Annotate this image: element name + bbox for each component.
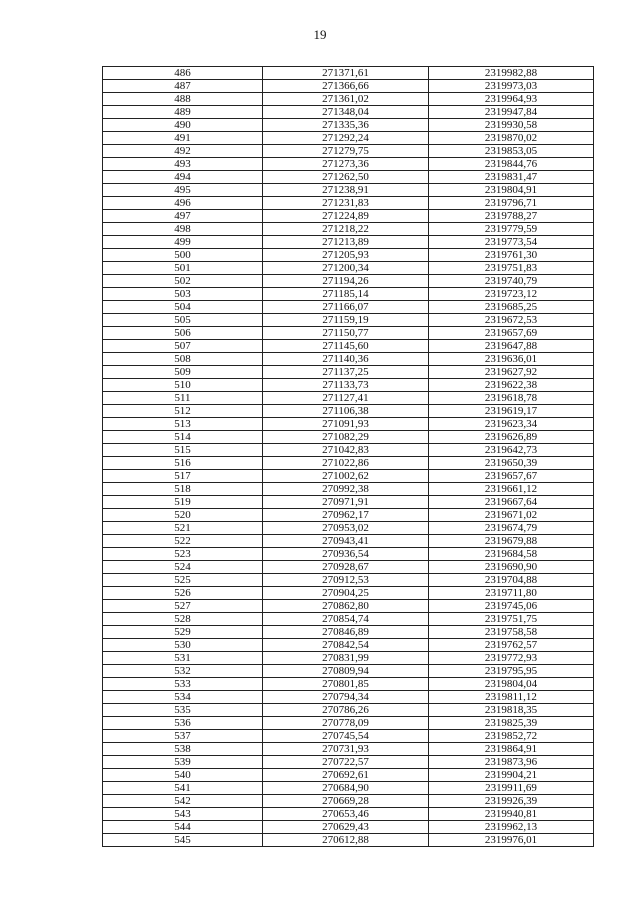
- point-number-cell: 542: [103, 795, 263, 808]
- y-coordinate-cell: 2319940,81: [429, 808, 594, 821]
- point-number-cell: 536: [103, 717, 263, 730]
- point-number-cell: 535: [103, 704, 263, 717]
- y-coordinate-cell: 2319796,71: [429, 197, 594, 210]
- x-coordinate-cell: 270854,74: [263, 613, 429, 626]
- point-number-cell: 493: [103, 158, 263, 171]
- y-coordinate-cell: 2319657,69: [429, 327, 594, 340]
- x-coordinate-cell: 271145,60: [263, 340, 429, 353]
- y-coordinate-cell: 2319973,03: [429, 80, 594, 93]
- x-coordinate-cell: 271238,91: [263, 184, 429, 197]
- y-coordinate-cell: 2319650,39: [429, 457, 594, 470]
- point-number-cell: 521: [103, 522, 263, 535]
- x-coordinate-cell: 271194,26: [263, 275, 429, 288]
- table-row: [103, 821, 594, 834]
- page-number: 19: [313, 27, 327, 42]
- y-coordinate-cell: 2319745,06: [429, 600, 594, 613]
- point-number-cell: 486: [103, 67, 263, 80]
- table-row: [103, 509, 594, 522]
- x-coordinate-cell: 270842,54: [263, 639, 429, 652]
- x-coordinate-cell: 270831,99: [263, 652, 429, 665]
- point-number-cell: 489: [103, 106, 263, 119]
- table-row: [103, 652, 594, 665]
- y-coordinate-cell: 2319926,39: [429, 795, 594, 808]
- y-coordinate-cell: 2319704,88: [429, 574, 594, 587]
- point-number-cell: 520: [103, 509, 263, 522]
- point-number-cell: 538: [103, 743, 263, 756]
- point-number-cell: 515: [103, 444, 263, 457]
- x-coordinate-cell: 271262,50: [263, 171, 429, 184]
- y-coordinate-cell: 2319772,93: [429, 652, 594, 665]
- point-number-cell: 512: [103, 405, 263, 418]
- table-row: [103, 678, 594, 691]
- point-number-cell: 517: [103, 470, 263, 483]
- table-row: [103, 236, 594, 249]
- y-coordinate-cell: 2319636,01: [429, 353, 594, 366]
- y-coordinate-cell: 2319685,25: [429, 301, 594, 314]
- table-row: [103, 392, 594, 405]
- point-number-cell: 488: [103, 93, 263, 106]
- x-coordinate-cell: 270669,28: [263, 795, 429, 808]
- table-row: [103, 275, 594, 288]
- y-coordinate-cell: 2319657,67: [429, 470, 594, 483]
- x-coordinate-cell: 270846,89: [263, 626, 429, 639]
- y-coordinate-cell: 2319723,12: [429, 288, 594, 301]
- y-coordinate-cell: 2319962,13: [429, 821, 594, 834]
- point-number-cell: 504: [103, 301, 263, 314]
- y-coordinate-cell: 2319647,88: [429, 340, 594, 353]
- coordinates-table: [102, 66, 594, 847]
- table-row: [103, 626, 594, 639]
- point-number-cell: 503: [103, 288, 263, 301]
- table-row: [103, 535, 594, 548]
- table-row: [103, 470, 594, 483]
- table-row: [103, 301, 594, 314]
- y-coordinate-cell: 2319690,90: [429, 561, 594, 574]
- point-number-cell: 522: [103, 535, 263, 548]
- table-row: [103, 314, 594, 327]
- x-coordinate-cell: 271279,75: [263, 145, 429, 158]
- table-row: [103, 197, 594, 210]
- x-coordinate-cell: 271133,73: [263, 379, 429, 392]
- point-number-cell: 506: [103, 327, 263, 340]
- x-coordinate-cell: 271042,83: [263, 444, 429, 457]
- table-row: [103, 782, 594, 795]
- table-row: [103, 262, 594, 275]
- y-coordinate-cell: 2319671,02: [429, 509, 594, 522]
- table-row: [103, 457, 594, 470]
- coordinates-table-body: [103, 67, 594, 847]
- x-coordinate-cell: 271292,24: [263, 132, 429, 145]
- point-number-cell: 534: [103, 691, 263, 704]
- x-coordinate-cell: 270801,85: [263, 678, 429, 691]
- point-number-cell: 540: [103, 769, 263, 782]
- table-row: [103, 158, 594, 171]
- y-coordinate-cell: 2319964,93: [429, 93, 594, 106]
- table-row: [103, 717, 594, 730]
- y-coordinate-cell: 2319811,12: [429, 691, 594, 704]
- point-number-cell: 496: [103, 197, 263, 210]
- y-coordinate-cell: 2319831,47: [429, 171, 594, 184]
- table-row: [103, 730, 594, 743]
- y-coordinate-cell: 2319672,53: [429, 314, 594, 327]
- y-coordinate-cell: 2319982,88: [429, 67, 594, 80]
- point-number-cell: 516: [103, 457, 263, 470]
- table-row: [103, 665, 594, 678]
- table-row: [103, 288, 594, 301]
- y-coordinate-cell: 2319667,64: [429, 496, 594, 509]
- x-coordinate-cell: 271002,62: [263, 470, 429, 483]
- table-row: [103, 67, 594, 80]
- table-row: [103, 93, 594, 106]
- table-row: [103, 756, 594, 769]
- x-coordinate-cell: 270936,54: [263, 548, 429, 561]
- point-number-cell: 511: [103, 392, 263, 405]
- x-coordinate-cell: 270992,38: [263, 483, 429, 496]
- x-coordinate-cell: 271366,66: [263, 80, 429, 93]
- y-coordinate-cell: 2319788,27: [429, 210, 594, 223]
- x-coordinate-cell: 271231,83: [263, 197, 429, 210]
- point-number-cell: 543: [103, 808, 263, 821]
- point-number-cell: 541: [103, 782, 263, 795]
- table-row: [103, 353, 594, 366]
- y-coordinate-cell: 2319661,12: [429, 483, 594, 496]
- table-row: [103, 522, 594, 535]
- y-coordinate-cell: 2319870,02: [429, 132, 594, 145]
- y-coordinate-cell: 2319622,38: [429, 379, 594, 392]
- x-coordinate-cell: 270943,41: [263, 535, 429, 548]
- point-number-cell: 492: [103, 145, 263, 158]
- table-row: [103, 145, 594, 158]
- x-coordinate-cell: 270928,67: [263, 561, 429, 574]
- x-coordinate-cell: 271213,89: [263, 236, 429, 249]
- table-row: [103, 691, 594, 704]
- table-row: [103, 769, 594, 782]
- point-number-cell: 501: [103, 262, 263, 275]
- x-coordinate-cell: 270904,25: [263, 587, 429, 600]
- x-coordinate-cell: 270953,02: [263, 522, 429, 535]
- point-number-cell: 519: [103, 496, 263, 509]
- y-coordinate-cell: 2319779,59: [429, 223, 594, 236]
- table-row: [103, 366, 594, 379]
- table-row: [103, 743, 594, 756]
- x-coordinate-cell: 270653,46: [263, 808, 429, 821]
- table-row: [103, 444, 594, 457]
- point-number-cell: 513: [103, 418, 263, 431]
- table-row: [103, 80, 594, 93]
- x-coordinate-cell: 270612,88: [263, 834, 429, 847]
- table-row: [103, 431, 594, 444]
- y-coordinate-cell: 2319618,78: [429, 392, 594, 405]
- x-coordinate-cell: 270786,26: [263, 704, 429, 717]
- y-coordinate-cell: 2319773,54: [429, 236, 594, 249]
- point-number-cell: 509: [103, 366, 263, 379]
- x-coordinate-cell: 270684,90: [263, 782, 429, 795]
- point-number-cell: 539: [103, 756, 263, 769]
- point-number-cell: 525: [103, 574, 263, 587]
- y-coordinate-cell: 2319804,91: [429, 184, 594, 197]
- point-number-cell: 530: [103, 639, 263, 652]
- x-coordinate-cell: 271137,25: [263, 366, 429, 379]
- y-coordinate-cell: 2319976,01: [429, 834, 594, 847]
- point-number-cell: 533: [103, 678, 263, 691]
- point-number-cell: 529: [103, 626, 263, 639]
- table-row: [103, 548, 594, 561]
- y-coordinate-cell: 2319930,58: [429, 119, 594, 132]
- point-number-cell: 524: [103, 561, 263, 574]
- table-row: [103, 613, 594, 626]
- y-coordinate-cell: 2319911,69: [429, 782, 594, 795]
- y-coordinate-cell: 2319795,95: [429, 665, 594, 678]
- x-coordinate-cell: 271273,36: [263, 158, 429, 171]
- x-coordinate-cell: 270722,57: [263, 756, 429, 769]
- y-coordinate-cell: 2319852,72: [429, 730, 594, 743]
- table-row: [103, 379, 594, 392]
- y-coordinate-cell: 2319684,58: [429, 548, 594, 561]
- x-coordinate-cell: 271335,36: [263, 119, 429, 132]
- x-coordinate-cell: 271185,14: [263, 288, 429, 301]
- table-row: [103, 171, 594, 184]
- y-coordinate-cell: 2319804,04: [429, 678, 594, 691]
- y-coordinate-cell: 2319864,91: [429, 743, 594, 756]
- point-number-cell: 526: [103, 587, 263, 600]
- y-coordinate-cell: 2319674,79: [429, 522, 594, 535]
- point-number-cell: 507: [103, 340, 263, 353]
- point-number-cell: 544: [103, 821, 263, 834]
- y-coordinate-cell: 2319679,88: [429, 535, 594, 548]
- y-coordinate-cell: 2319825,39: [429, 717, 594, 730]
- table-row: [103, 704, 594, 717]
- x-coordinate-cell: 270962,17: [263, 509, 429, 522]
- table-row: [103, 210, 594, 223]
- point-number-cell: 487: [103, 80, 263, 93]
- point-number-cell: 523: [103, 548, 263, 561]
- x-coordinate-cell: 271106,38: [263, 405, 429, 418]
- table-row: [103, 327, 594, 340]
- point-number-cell: 545: [103, 834, 263, 847]
- x-coordinate-cell: 271091,93: [263, 418, 429, 431]
- x-coordinate-cell: 271166,07: [263, 301, 429, 314]
- table-row: [103, 340, 594, 353]
- x-coordinate-cell: 271022,86: [263, 457, 429, 470]
- table-row: [103, 249, 594, 262]
- y-coordinate-cell: 2319761,30: [429, 249, 594, 262]
- point-number-cell: 527: [103, 600, 263, 613]
- y-coordinate-cell: 2319904,21: [429, 769, 594, 782]
- x-coordinate-cell: 270745,54: [263, 730, 429, 743]
- x-coordinate-cell: 270731,93: [263, 743, 429, 756]
- x-coordinate-cell: 270692,61: [263, 769, 429, 782]
- y-coordinate-cell: 2319947,84: [429, 106, 594, 119]
- table-row: [103, 483, 594, 496]
- y-coordinate-cell: 2319626,89: [429, 431, 594, 444]
- x-coordinate-cell: 271371,61: [263, 67, 429, 80]
- x-coordinate-cell: 270971,91: [263, 496, 429, 509]
- x-coordinate-cell: 270912,53: [263, 574, 429, 587]
- table-row: [103, 418, 594, 431]
- y-coordinate-cell: 2319853,05: [429, 145, 594, 158]
- x-coordinate-cell: 271140,36: [263, 353, 429, 366]
- point-number-cell: 491: [103, 132, 263, 145]
- x-coordinate-cell: 271224,89: [263, 210, 429, 223]
- point-number-cell: 494: [103, 171, 263, 184]
- table-row: [103, 132, 594, 145]
- x-coordinate-cell: 271218,22: [263, 223, 429, 236]
- point-number-cell: 499: [103, 236, 263, 249]
- y-coordinate-cell: 2319627,92: [429, 366, 594, 379]
- point-number-cell: 514: [103, 431, 263, 444]
- table-row: [103, 184, 594, 197]
- point-number-cell: 500: [103, 249, 263, 262]
- table-row: [103, 795, 594, 808]
- table-row: [103, 600, 594, 613]
- point-number-cell: 537: [103, 730, 263, 743]
- y-coordinate-cell: 2319818,35: [429, 704, 594, 717]
- point-number-cell: 498: [103, 223, 263, 236]
- x-coordinate-cell: 270862,80: [263, 600, 429, 613]
- x-coordinate-cell: 271159,19: [263, 314, 429, 327]
- point-number-cell: 497: [103, 210, 263, 223]
- table-row: [103, 574, 594, 587]
- point-number-cell: 518: [103, 483, 263, 496]
- y-coordinate-cell: 2319844,76: [429, 158, 594, 171]
- y-coordinate-cell: 2319751,83: [429, 262, 594, 275]
- point-number-cell: 495: [103, 184, 263, 197]
- y-coordinate-cell: 2319751,75: [429, 613, 594, 626]
- y-coordinate-cell: 2319623,34: [429, 418, 594, 431]
- y-coordinate-cell: 2319642,73: [429, 444, 594, 457]
- y-coordinate-cell: 2319711,80: [429, 587, 594, 600]
- x-coordinate-cell: 270809,94: [263, 665, 429, 678]
- x-coordinate-cell: 271150,77: [263, 327, 429, 340]
- y-coordinate-cell: 2319762,57: [429, 639, 594, 652]
- x-coordinate-cell: 271205,93: [263, 249, 429, 262]
- x-coordinate-cell: 270778,09: [263, 717, 429, 730]
- x-coordinate-cell: 271200,34: [263, 262, 429, 275]
- table-row: [103, 639, 594, 652]
- y-coordinate-cell: 2319740,79: [429, 275, 594, 288]
- point-number-cell: 532: [103, 665, 263, 678]
- x-coordinate-cell: 271348,04: [263, 106, 429, 119]
- point-number-cell: 531: [103, 652, 263, 665]
- x-coordinate-cell: 270794,34: [263, 691, 429, 704]
- y-coordinate-cell: 2319619,17: [429, 405, 594, 418]
- x-coordinate-cell: 271361,02: [263, 93, 429, 106]
- y-coordinate-cell: 2319758,58: [429, 626, 594, 639]
- point-number-cell: 510: [103, 379, 263, 392]
- table-row: [103, 106, 594, 119]
- point-number-cell: 528: [103, 613, 263, 626]
- table-row: [103, 834, 594, 847]
- point-number-cell: 490: [103, 119, 263, 132]
- point-number-cell: 508: [103, 353, 263, 366]
- table-row: [103, 223, 594, 236]
- point-number-cell: 502: [103, 275, 263, 288]
- table-row: [103, 561, 594, 574]
- table-row: [103, 808, 594, 821]
- y-coordinate-cell: 2319873,96: [429, 756, 594, 769]
- x-coordinate-cell: 271082,29: [263, 431, 429, 444]
- table-row: [103, 119, 594, 132]
- table-row: [103, 405, 594, 418]
- x-coordinate-cell: 270629,43: [263, 821, 429, 834]
- x-coordinate-cell: 271127,41: [263, 392, 429, 405]
- table-row: [103, 587, 594, 600]
- point-number-cell: 505: [103, 314, 263, 327]
- table-row: [103, 496, 594, 509]
